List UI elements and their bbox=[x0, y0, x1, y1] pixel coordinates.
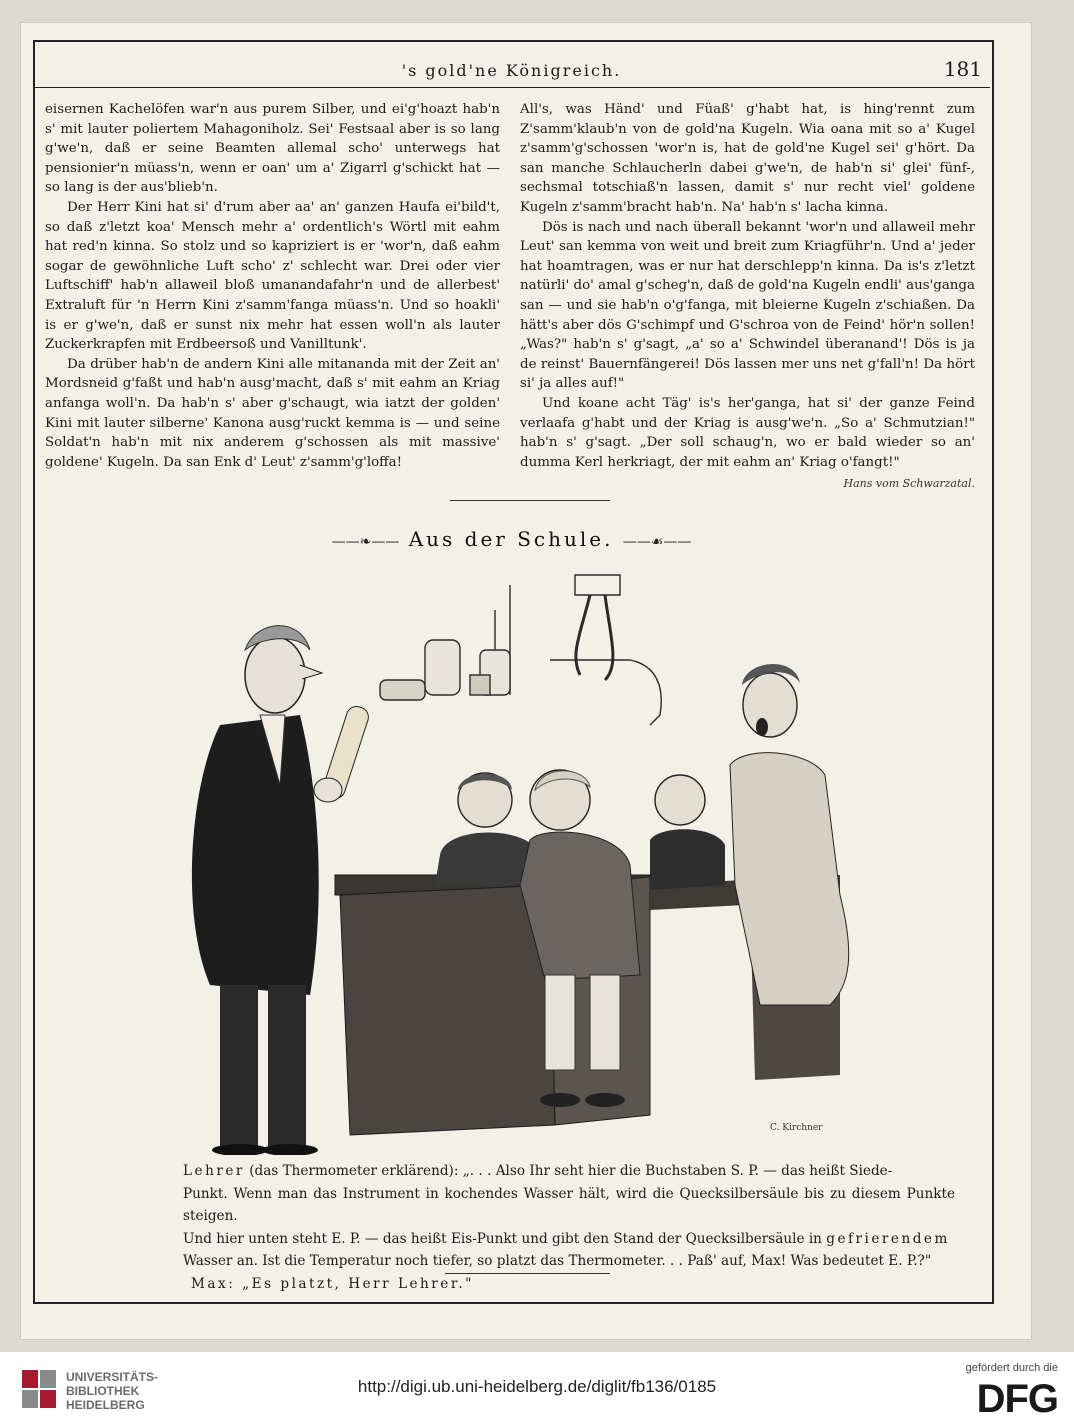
section-heading bbox=[33, 527, 990, 551]
ornament-right: ——☙—— bbox=[622, 534, 692, 550]
library-line: UNIVERSITÄTS- bbox=[66, 1370, 159, 1384]
caption-text: Und hier unten steht E. P. — das heißt Eis-Punkt und gibt den Stand der Quecksilbersäule in bbox=[183, 1230, 827, 1247]
classroom-cartoon bbox=[150, 555, 900, 1155]
text-column-right bbox=[520, 100, 975, 494]
dfg-logo: DFG bbox=[976, 1377, 1058, 1421]
paragraph: Dös is nach und nach überall bekannt 'wor'n und allaweil mehr Leut' san kemma von weit und breit zum Kriagführ'n. Und a' jeder hat hoamtragen, was er nur hat derschlepp'n kinna. Da is's z'letzt natürli' do' amal g'scheg'n, daß de gold'na Kugeln endli' aus'ganga san — und sie hab'n o'g'fanga, mit bleierne Kugeln z'schiaßen. Da hätt's aber dös G'schimpf und G'schroa von de Feind' hör'n sollen! „Was?" hab'n s' g'sagt, „a' so a' Schwindel überanand'! Dös is ja de reinst' Bauernfängerei! Dös lassen mer uns net g'fall'n! Da hört si' ja alles auf!" bbox=[520, 219, 975, 392]
lab-glassware bbox=[380, 575, 661, 725]
paragraph: Der Herr Kini hat si' d'rum aber aa' an' ganzen Haufa ei'bild't, so daß z'letzt koa' Mensch mehr a' ordentlich's Wörtl mit eahm hat red'n kinna. So stolz und so kapriziert is er 'wor'n, daß eahm sogar de gewöhnliche Luft scho' z' schlecht war. Drei oder vier Luftschiff' hab'n allaweil bloß umanandafahr'n und de allerbest' Extraluft für 'n Herrn Kini z'samm'fanga müass'n. Und so hoakli' is er g'we'n, daß er sunst nix mehr hat essen woll'n als lauter Zuckerkrapfen mit Erdbeersoß und Vanilltunk'. bbox=[45, 199, 500, 353]
caption-speaker: Max: bbox=[191, 1275, 236, 1292]
caption-speaker: Lehrer bbox=[183, 1163, 245, 1179]
running-title: 's gold'ne Königreich. bbox=[401, 61, 622, 80]
caption-line: Wasser an. Ist die Temperatur noch tiefer, so platzt das Thermometer. . . Paß' auf, Max! Was bedeutet E. P.?" bbox=[183, 1253, 932, 1270]
ornament-left: ——❧—— bbox=[331, 534, 400, 550]
caption-line bbox=[183, 1273, 955, 1296]
paragraph: Und koane acht Täg' is's her'ganga, hat si' der ganze Feind verlaafa g'habt und der Kriag is ausg'we'n. „So a' Schmutzian!" hab'n s' g'sagt. „Der soll schaug'n, wo er bald wieder so an' dumma Kerl herkriagt, der mit eahm an' Kriag o'fangt!" bbox=[520, 395, 975, 470]
caption-emphasis: gefrierendem bbox=[826, 1230, 950, 1247]
funded-by-label: gefördert durch die bbox=[965, 1362, 1058, 1374]
library-line: BIBLIOTHEK bbox=[66, 1384, 140, 1398]
paragraph: All's, was Händ' und Füaß' g'habt hat, is hing'rennt zum Z'samm'klaub'n von de gold'na Kugeln. Wia oana mit so a' Kugel z'samm'g'schossen 'wor'n is, hat de gold'ne Kugel sei' g'hört. Da san manche Schlaucherln dabei g'we'n, de hab'n si' glei' fünf-, sechsmal totschiaß'n lassen, damit s' nur recht viel' goldene Kugeln z'samm'bracht hab'n. Na' hab'n s' lacha kinna. bbox=[520, 102, 975, 215]
caption-line bbox=[183, 1160, 955, 1183]
caption-line bbox=[183, 1228, 955, 1251]
section-title: Aus der Schule. bbox=[408, 527, 614, 551]
page-number: 181 bbox=[943, 57, 982, 81]
page-header bbox=[33, 55, 990, 88]
divider-rule bbox=[450, 500, 610, 501]
cartoon-caption bbox=[183, 1160, 955, 1296]
permalink-url[interactable]: http://digi.ub.uni-heidelberg.de/diglit/fb136/0185 bbox=[357, 1377, 717, 1396]
viewer-footer bbox=[0, 1352, 1074, 1428]
caption-line: Punkt. Wenn man das Instrument in kochendes Wasser hält, wird die Quecksilbersäule bis zu diesem Punkte steigen. bbox=[183, 1185, 955, 1225]
caption-rule bbox=[445, 1273, 610, 1274]
author-signature: Hans vom Schwarzatal. bbox=[843, 477, 975, 491]
paragraph: eisernen Kachelöfen war'n aus purem Silber, und ei'g'hoazt hab'n s' mit lauter poliertem Mahagoniholz. Sei' Festsaal aber is so lang g'we'n, daß er seine Beamten allemal scho' unterwegs hat pensionier'n müass'n, wenn er oan' um a' Zigarrl g'schickt hat — so lang is der aus'blieb'n. bbox=[45, 102, 500, 196]
paragraph: Da drüber hab'n de andern Kini alle mitananda mit der Zeit an' Mordsneid g'faßt und hab'n ausg'macht, daß s' mit eahm an Kriag anfanga woll'n. Da hab'n s' aber g'schaugt, wia iatzt der golden' Kini mit lauter silberne' Kanona ausg'ruckt kemma is — und seine Soldat'n hab'n mit nix anderem g'schossen als mit massive' goldene' Kugeln. Da san Enk d' Leut' z'samm'g'loffa! bbox=[45, 356, 500, 470]
caption-reply: „Es platzt, Herr Lehrer." bbox=[235, 1275, 474, 1292]
caption-text: (das Thermometer erklärend): „. . . Also Ihr seht hier die Buchstaben S. P. — das heißt Siede- bbox=[244, 1163, 893, 1179]
artist-signature: C. Kirchner bbox=[770, 1123, 823, 1133]
text-column-left bbox=[45, 100, 500, 472]
library-line: HEIDELBERG bbox=[66, 1398, 145, 1412]
